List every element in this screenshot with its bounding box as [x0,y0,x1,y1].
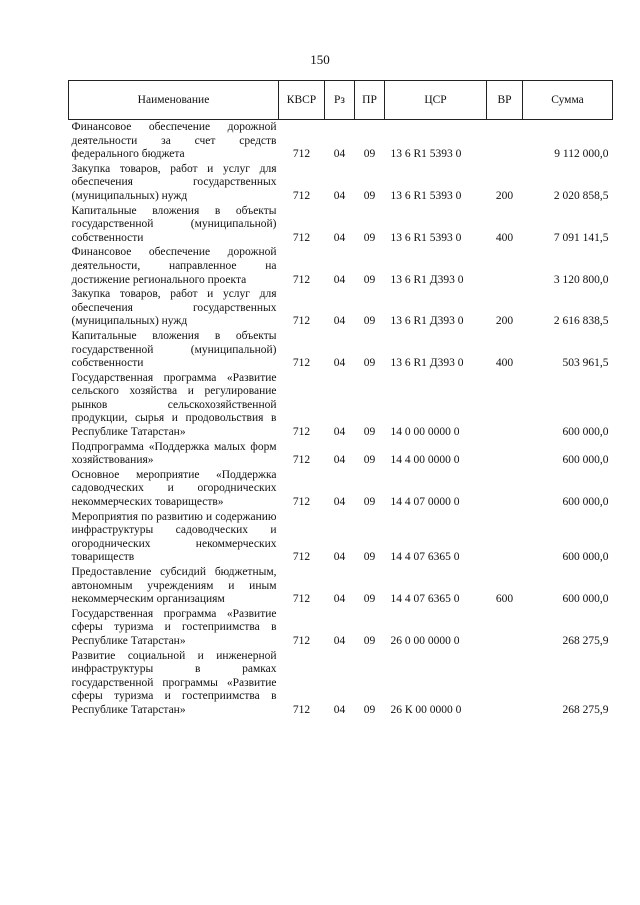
row-name: Закупка товаров, работ и услуг для обеспечения государственных (муниципальных) нужд [71,288,277,328]
row-rz: 04 [333,551,346,564]
row-vr [487,607,523,649]
table-row [69,329,613,371]
row-pr: 09 [363,315,376,328]
row-vr [487,245,523,287]
row-vr: 600 [495,593,514,606]
row-vr: 400 [495,357,514,370]
row-pr: 09 [363,189,376,202]
row-pr: 09 [363,357,376,370]
table-header [69,81,613,120]
row-csr: 14 0 00 0000 0 [390,426,460,439]
row-pr: 09 [363,231,376,244]
row-csr: 13 6 R1 Д393 0 [390,357,464,370]
row-rz: 04 [333,231,346,244]
row-kvsr: 712 [292,315,311,328]
row-rz: 04 [333,315,346,328]
row-sum: 268 275,9 [562,634,609,647]
table-row [69,607,613,649]
row-name: Предоставление субсидий бюджетным, автономным учреждениям и иным некоммерческим организациям [71,566,277,606]
row-rz: 04 [333,273,346,286]
row-kvsr: 712 [292,634,311,647]
row-kvsr: 712 [292,273,311,286]
row-rz: 04 [333,189,346,202]
header-sum: Сумма [523,81,613,120]
row-rz: 04 [333,634,346,647]
header-kvsr: КВСР [279,81,325,120]
row-kvsr: 712 [292,189,311,202]
row-pr: 09 [363,551,376,564]
row-kvsr: 712 [292,454,311,467]
row-rz: 04 [333,593,346,606]
row-vr [487,440,523,468]
row-pr: 09 [363,273,376,286]
row-sum: 600 000,0 [562,454,609,467]
row-sum: 600 000,0 [562,551,609,564]
table-row [69,649,613,718]
row-sum: 503 961,5 [562,357,609,370]
row-vr: 400 [495,231,514,244]
row-rz: 04 [333,496,346,509]
row-name: Мероприятия по развитию и содержанию инфраструктуры садоводческих и огороднических некоммерческих товариществ [71,510,277,564]
row-name: Основное мероприятие «Поддержка садоводческих и огороднических некоммерческих товариществ» [71,468,277,509]
row-name: Капитальные вложения в объекты государственной (муниципальной) собственности [71,329,277,370]
row-name: Закупка товаров, работ и услуг для обеспечения государственных (муниципальных) нужд [71,162,277,202]
table-row [69,204,613,246]
row-rz: 04 [333,454,346,467]
row-csr: 14 4 07 6365 0 [390,551,460,564]
row-kvsr: 712 [292,426,311,439]
row-csr: 14 4 07 0000 0 [390,496,460,509]
row-pr: 09 [363,593,376,606]
row-sum: 600 000,0 [562,496,609,509]
table-row [69,565,613,607]
row-pr: 09 [363,148,376,161]
table-row [69,371,613,440]
table-row [69,510,613,565]
row-rz: 04 [333,703,346,716]
row-vr [487,649,523,718]
row-csr: 13 6 R1 Д393 0 [390,315,464,328]
row-name: Государственная программа «Развитие сферы туризма и гостеприимства в Республике Татарстан» [71,607,277,647]
row-csr: 14 4 00 0000 0 [390,454,460,467]
row-name: Финансовое обеспечение дорожной деятельности, направленное на достижение регионального проекта [71,246,277,286]
row-csr: 26 К 00 0000 0 [390,703,462,716]
row-name: Капитальные вложения в объекты государственной (муниципальной) собственности [71,204,277,244]
row-pr: 09 [363,426,376,439]
row-kvsr: 712 [292,231,311,244]
row-sum: 268 275,9 [562,703,609,716]
row-name: Развитие социальной и инженерной инфраструктуры в рамках государственной программы «Развитие сферы туризма и гостеприимства в Республике Татарстан» [71,649,277,716]
row-kvsr: 712 [292,703,311,716]
row-vr [487,120,523,162]
row-csr: 13 6 R1 5393 0 [390,148,462,161]
row-kvsr: 712 [292,148,311,161]
table-row [69,245,613,287]
row-kvsr: 712 [292,593,311,606]
table-row [69,120,613,162]
row-sum: 600 000,0 [562,593,609,606]
row-rz: 04 [333,426,346,439]
row-sum: 600 000,0 [562,426,609,439]
table-row [69,468,613,510]
row-vr: 200 [495,315,514,328]
row-vr: 200 [495,189,514,202]
row-csr: 13 6 R1 5393 0 [390,189,462,202]
header-rz: Рз [325,81,355,120]
row-pr: 09 [363,496,376,509]
header-vr: ВР [487,81,523,120]
table-row [69,162,613,204]
row-sum: 7 091 141,5 [553,231,609,244]
table-row [69,287,613,329]
row-name: Финансовое обеспечение дорожной деятельности за счет средств федерального бюджета [71,121,277,161]
header-csr: ЦСР [385,81,487,120]
row-csr: 13 6 R1 Д393 0 [390,273,464,286]
row-pr: 09 [363,703,376,716]
row-csr: 14 4 07 6365 0 [390,593,460,606]
row-name: Подпрограмма «Поддержка малых форм хозяйствования» [71,440,277,467]
row-vr [487,371,523,440]
row-csr: 13 6 R1 5393 0 [390,231,462,244]
row-vr [487,510,523,565]
row-sum: 3 120 800,0 [553,273,609,286]
row-sum: 2 020 858,5 [553,189,609,202]
row-pr: 09 [363,634,376,647]
row-kvsr: 712 [292,551,311,564]
row-sum: 2 616 838,5 [553,315,609,328]
page-number: 150 [310,52,330,67]
row-csr: 26 0 00 0000 0 [390,634,460,647]
row-pr: 09 [363,454,376,467]
budget-table [68,80,613,718]
row-name: Государственная программа «Развитие сельского хозяйства и регулирование рынков сельскохозяйственной продукции, сырья и продовольствия в Республике Татарстан» [71,371,277,439]
row-sum: 9 112 000,0 [554,148,609,161]
row-kvsr: 712 [292,357,311,370]
header-pr: ПР [355,81,385,120]
row-rz: 04 [333,357,346,370]
row-vr [487,468,523,510]
row-kvsr: 712 [292,496,311,509]
table-body [69,120,613,718]
row-rz: 04 [333,148,346,161]
table-row [69,440,613,468]
header-name: Наименование [69,81,279,120]
